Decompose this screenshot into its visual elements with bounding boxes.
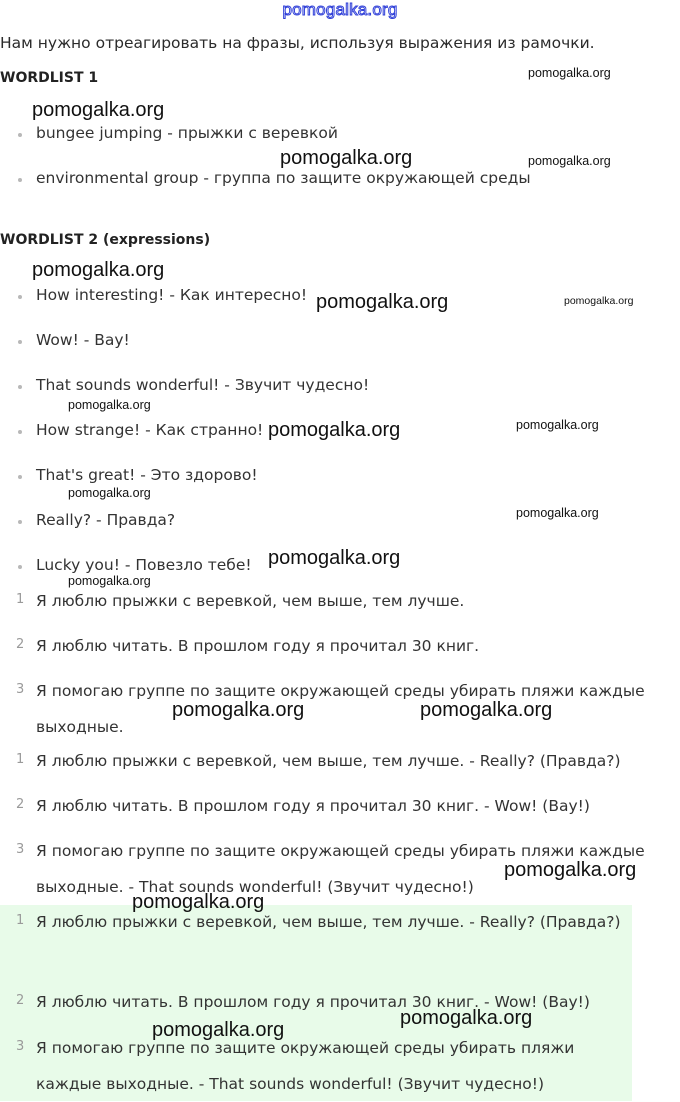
task-instruction: Нам нужно отреагировать на фразы, используя выражения из рамочки. (0, 34, 595, 52)
bullet-icon (18, 475, 22, 479)
bullet-icon (18, 565, 22, 569)
watermark: pomogalka.org (400, 1007, 533, 1029)
watermark: pomogalka.org (504, 859, 637, 881)
bullet-icon (18, 178, 22, 182)
watermark: pomogalka.org (516, 418, 599, 432)
watermark: pomogalka.org (68, 398, 151, 412)
watermark: pomogalka.org (152, 1019, 285, 1041)
bullet-icon (18, 430, 22, 434)
bullet-icon (18, 133, 22, 137)
watermark: pomogalka.org (268, 547, 401, 569)
watermark: pomogalka.org (132, 891, 265, 913)
watermark: pomogalka.org (528, 154, 611, 168)
site-header-watermark[interactable]: pomogalka.org (282, 0, 398, 19)
watermark: pomogalka.org (32, 99, 165, 121)
watermark: pomogalka.org (316, 291, 449, 313)
bullet-icon (18, 520, 22, 524)
watermark: pomogalka.org (68, 574, 151, 588)
watermark: pomogalka.org (516, 506, 599, 520)
bullet-icon (18, 295, 22, 299)
watermark: pomogalka.org (68, 486, 151, 500)
wordlist-1-heading: WORDLIST 1 (0, 70, 99, 86)
watermark: pomogalka.org (268, 419, 401, 441)
watermark: pomogalka.org (32, 259, 165, 281)
watermark: pomogalka.org (564, 295, 634, 307)
bullet-icon (18, 340, 22, 344)
bullet-icon (18, 385, 22, 389)
watermark: pomogalka.org (528, 66, 611, 80)
watermark: pomogalka.org (280, 147, 413, 169)
watermark: pomogalka.org (172, 699, 305, 721)
wordlist-2-heading: WORDLIST 2 (expressions) (0, 232, 211, 248)
watermark: pomogalka.org (420, 699, 553, 721)
